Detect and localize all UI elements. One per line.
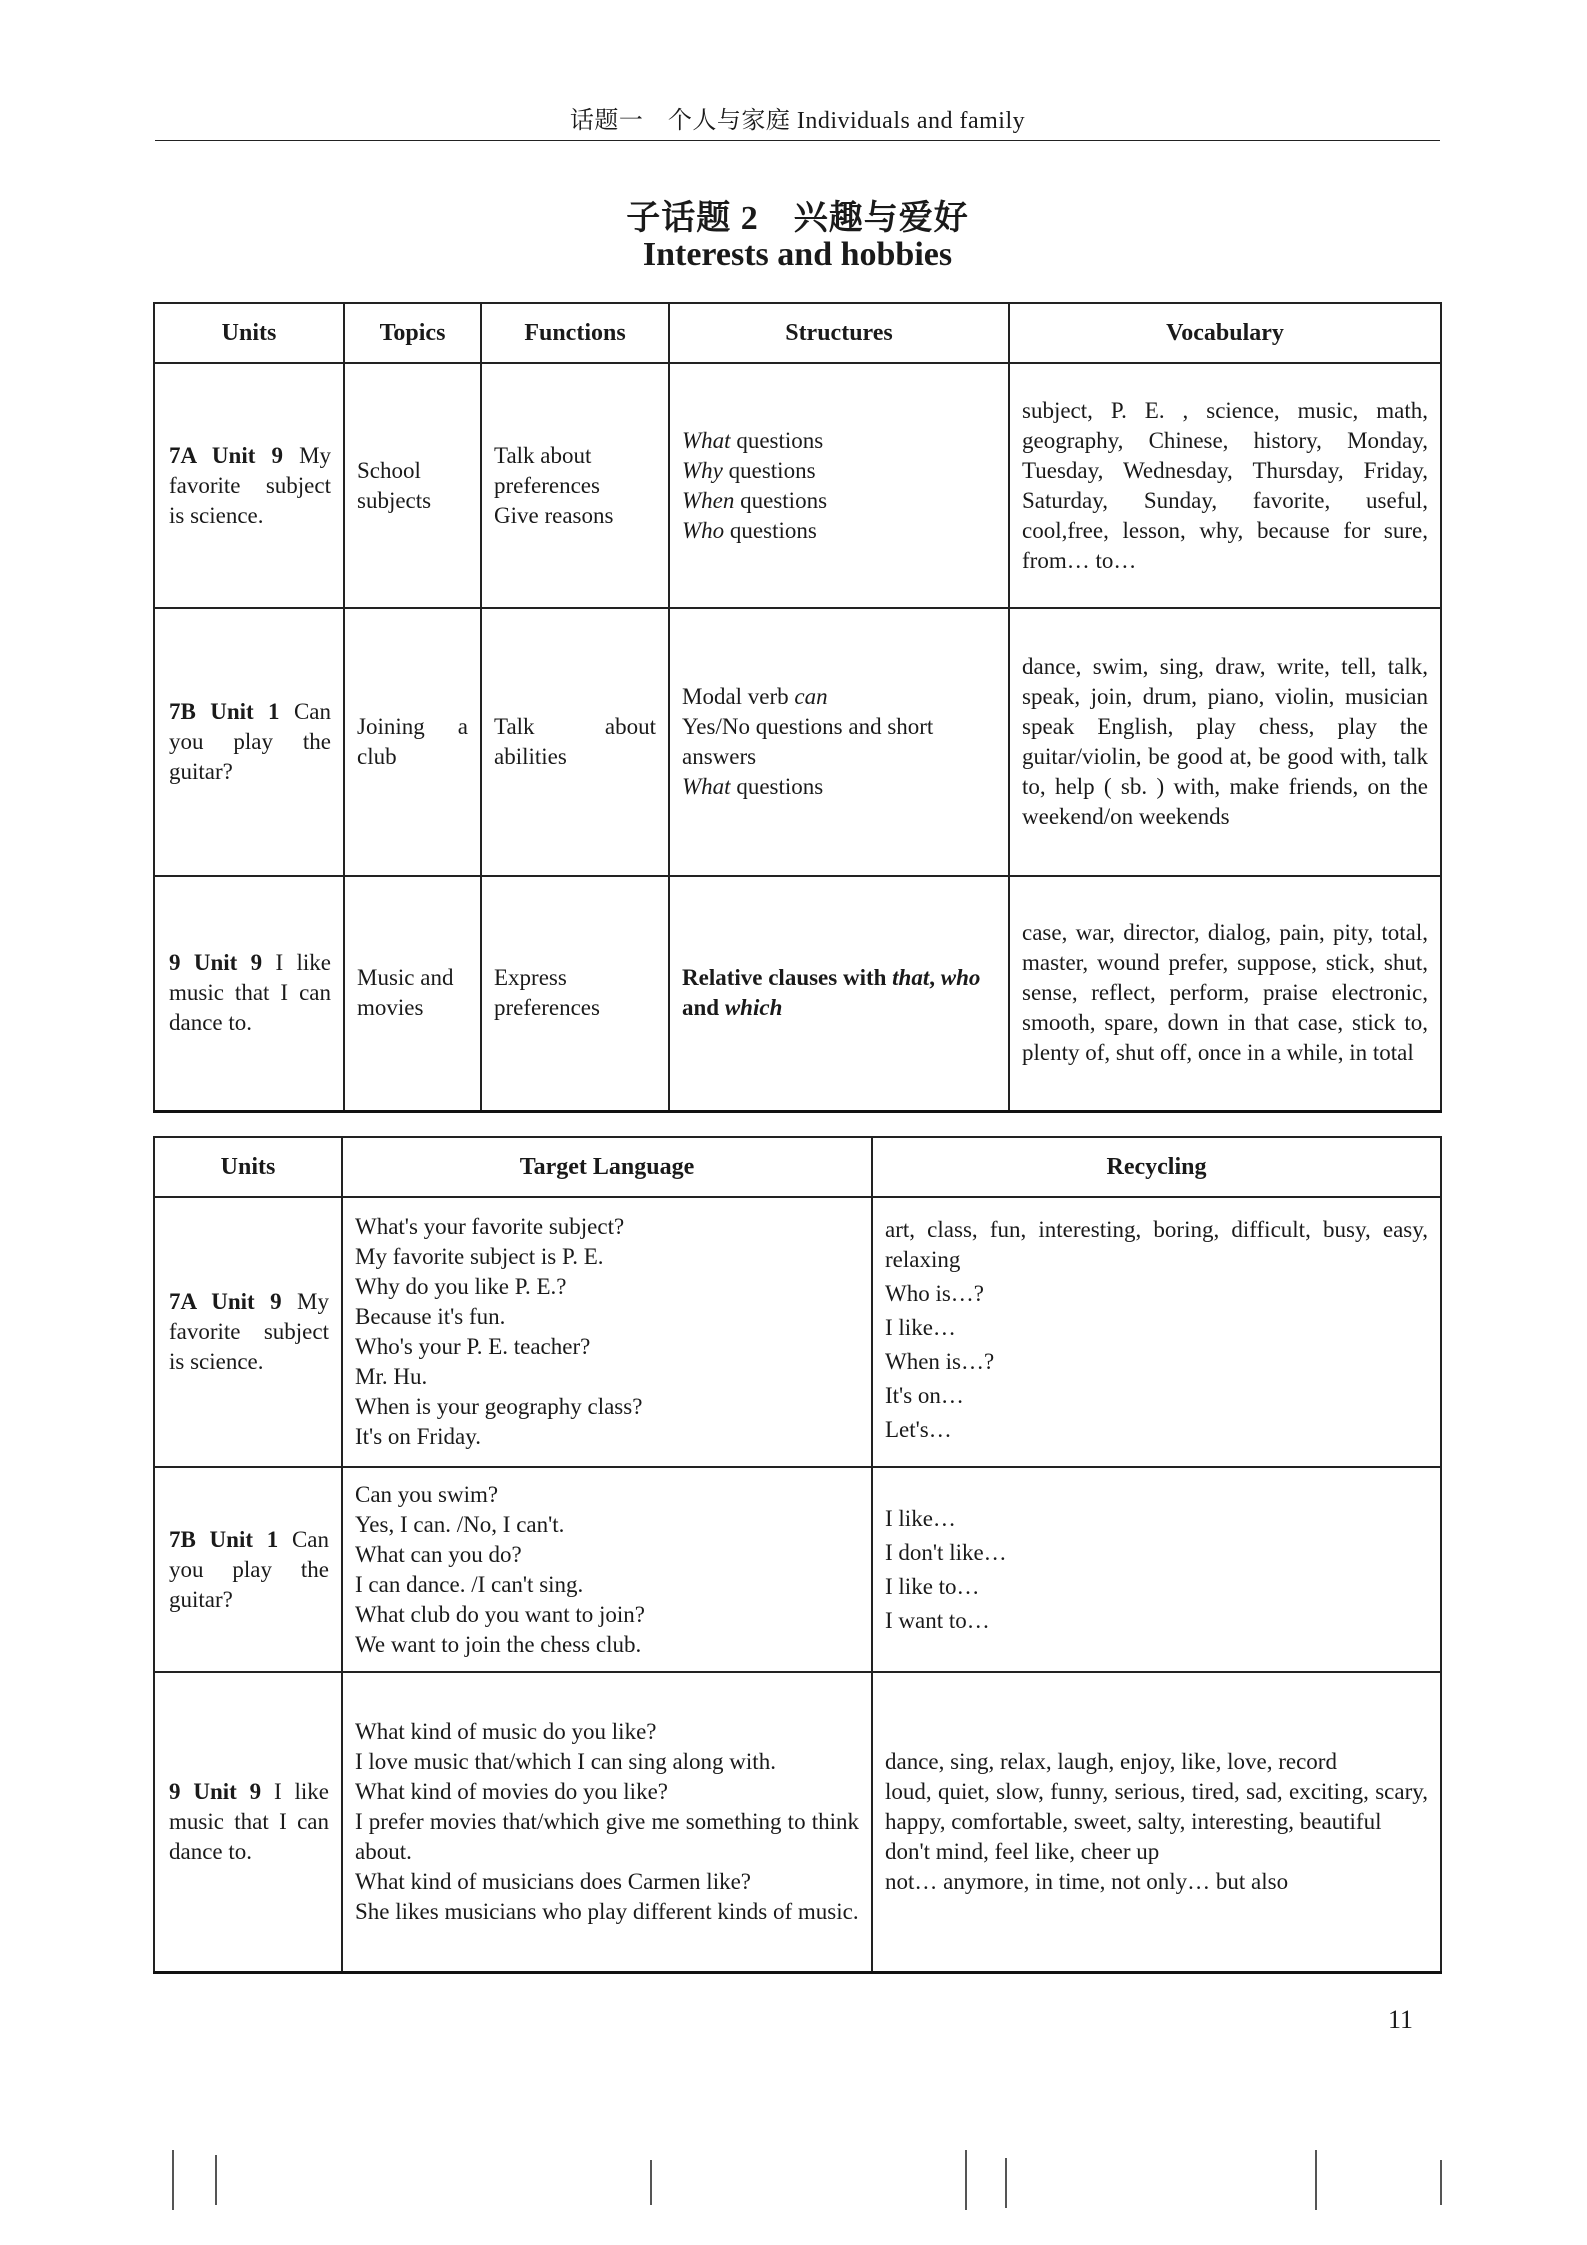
- vocabulary-cell: subject, P. E. , science, music, math, geography, Chinese, history, Monday, Tuesday, Wednesday, Thursday, Friday, Saturday, Sunday, favorite, useful, cool,free, lesson, why, because for sure, from… to…: [1009, 363, 1441, 608]
- target-language-table: [153, 1136, 1442, 1974]
- structure-item: What questions: [682, 774, 824, 799]
- units-overview-table: [153, 302, 1442, 1113]
- recycling-cell: [872, 1672, 1441, 1972]
- page-number: 11: [1388, 2005, 1414, 2034]
- structure-item: Who questions: [682, 517, 817, 543]
- table-row: [154, 1467, 1441, 1672]
- target-line: What club do you want to join?: [355, 1601, 645, 1627]
- unit-code: 7A Unit 9: [169, 1289, 282, 1314]
- subtopic-title-en: Interests and hobbies: [642, 236, 953, 273]
- structure-item: Modal verb can: [682, 684, 828, 709]
- target-language-cell: [342, 1467, 872, 1672]
- table-row: [154, 363, 1441, 608]
- vocabulary-cell: dance, swim, sing, draw, write, tell, talk, speak, join, drum, piano, violin, musician speak English, play chess, play the guitar/violin, be good at, be good with, talk to, help ( sb. ) with, make friends, on the weekend/on weekends: [1009, 608, 1441, 876]
- recycling-line: Let's…: [885, 1417, 952, 1442]
- table-header-row: [154, 1137, 1441, 1197]
- recycling-line: I like…: [885, 1505, 956, 1531]
- target-line: It's on Friday.: [355, 1424, 481, 1449]
- target-line: What kind of movies do you like?: [355, 1778, 668, 1804]
- structure-item: Yes/No questions and short answers: [682, 714, 934, 769]
- target-line: Can you swim?: [355, 1481, 499, 1507]
- structure-item: Why questions: [682, 457, 816, 483]
- unit-title: My favorite subject is science.: [169, 1289, 329, 1374]
- target-language-cell: [342, 1197, 872, 1467]
- target-line: What kind of music do you like?: [355, 1718, 657, 1744]
- recycling-line: I like…: [885, 1315, 956, 1340]
- recycling-line: It's on…: [885, 1383, 964, 1408]
- functions-cell: [481, 363, 669, 608]
- unit-code: 9 Unit 9: [169, 1778, 262, 1804]
- col-header-functions: Functions: [481, 303, 669, 363]
- target-line: Yes, I can. /No, I can't.: [355, 1511, 565, 1537]
- unit-title: I like music that I can dance to.: [169, 950, 332, 1036]
- col-header-vocabulary: Vocabulary: [1009, 303, 1441, 363]
- target-line: Because it's fun.: [355, 1304, 506, 1329]
- unit-title: I like music that I can dance to.: [169, 1778, 330, 1864]
- col-header-structures: Structures: [669, 303, 1009, 363]
- unit-cell: [154, 363, 344, 608]
- target-line: She likes musicians who play different kinds of music.: [355, 1898, 859, 1924]
- unit-code: 7B Unit 1: [169, 699, 280, 724]
- unit-cell: [154, 876, 344, 1111]
- subtopic-title-cn: 子话题 2 兴趣与爱好: [626, 200, 969, 237]
- target-line: What can you do?: [355, 1541, 522, 1567]
- target-line: I prefer movies that/which give me something to think about.: [355, 1808, 859, 1864]
- col-header-units: Units: [154, 1137, 342, 1197]
- structure-item: What questions: [682, 427, 824, 453]
- recycling-line: art, class, fun, interesting, boring, difficult, busy, easy, relaxing: [885, 1217, 1428, 1272]
- functions-cell: Talk about abilities: [481, 608, 669, 876]
- unit-cell: [154, 1672, 342, 1972]
- recycling-cell: [872, 1467, 1441, 1672]
- recycling-line: When is…?: [885, 1349, 995, 1374]
- topic-cell: Music and movies: [344, 876, 481, 1111]
- topic-cell: School subjects: [344, 363, 481, 608]
- target-line: When is your geography class?: [355, 1394, 643, 1419]
- unit-title: Can you play the guitar?: [169, 1526, 329, 1612]
- col-header-units: Units: [154, 303, 344, 363]
- topic-cell: Joining a club: [344, 608, 481, 876]
- target-line: Why do you like P. E.?: [355, 1274, 567, 1299]
- table-row: [154, 608, 1441, 876]
- unit-cell: [154, 1197, 342, 1467]
- recycling-line: I want to…: [885, 1607, 990, 1633]
- target-line: Who's your P. E. teacher?: [355, 1334, 591, 1359]
- structures-cell: [669, 608, 1009, 876]
- target-line: I can dance. /I can't sing.: [355, 1571, 584, 1597]
- col-header-target-language: Target Language: [342, 1137, 872, 1197]
- unit-title: My favorite subject is science.: [169, 442, 332, 528]
- unit-code: 9 Unit 9: [169, 950, 263, 976]
- recycling-line: I like to…: [885, 1573, 980, 1599]
- target-line: I love music that/which I can sing along with.: [355, 1748, 776, 1774]
- col-header-topics: Topics: [344, 303, 481, 363]
- function-item: Give reasons: [494, 502, 614, 528]
- unit-cell: [154, 608, 344, 876]
- unit-code: 7B Unit 1: [169, 1526, 279, 1552]
- structure-item: When questions: [682, 487, 828, 513]
- recycling-line: not… anymore, in time, not only… but also: [885, 1868, 1289, 1894]
- functions-cell: Express preferences: [481, 876, 669, 1111]
- recycling-line: loud, quiet, slow, funny, serious, tired, sad, exciting, scary, happy, comfortable, sweet, salty, interesting, beautiful: [885, 1778, 1428, 1834]
- function-item: Talk about preferences: [494, 442, 600, 498]
- scan-edge-marks: [0, 2150, 1587, 2245]
- table-row: [154, 1672, 1441, 1972]
- target-line: What's your favorite subject?: [355, 1214, 625, 1239]
- target-line: Mr. Hu.: [355, 1364, 428, 1389]
- recycling-line: don't mind, feel like, cheer up: [885, 1838, 1160, 1864]
- unit-cell: [154, 1467, 342, 1672]
- running-header: 话题一 个人与家庭 Individuals and family: [569, 108, 1026, 134]
- structures-cell: Relative clauses with that, who and which: [669, 876, 1009, 1111]
- unit-title: Can you play the guitar?: [169, 699, 332, 784]
- recycling-line: I don't like…: [885, 1539, 1007, 1565]
- unit-code: 7A Unit 9: [169, 442, 283, 468]
- structures-cell: [669, 363, 1009, 608]
- table-row: [154, 1197, 1441, 1467]
- header-rule: [155, 140, 1440, 141]
- vocabulary-cell: case, war, director, dialog, pain, pity, total, master, wound prefer, suppose, stick, shut, sense, reflect, perform, praise electronic, smooth, spare, down in that case, stick to, plenty of, shut off, once in a while, in total: [1009, 876, 1441, 1111]
- col-header-recycling: Recycling: [872, 1137, 1441, 1197]
- target-line: What kind of musicians does Carmen like?: [355, 1868, 752, 1894]
- target-language-cell: [342, 1672, 872, 1972]
- table-header-row: [154, 303, 1441, 363]
- table-row: [154, 876, 1441, 1111]
- recycling-cell: [872, 1197, 1441, 1467]
- target-line: We want to join the chess club.: [355, 1631, 642, 1657]
- recycling-line: Who is…?: [885, 1281, 985, 1306]
- target-line: My favorite subject is P. E.: [355, 1244, 604, 1269]
- recycling-line: dance, sing, relax, laugh, enjoy, like, love, record: [885, 1748, 1337, 1774]
